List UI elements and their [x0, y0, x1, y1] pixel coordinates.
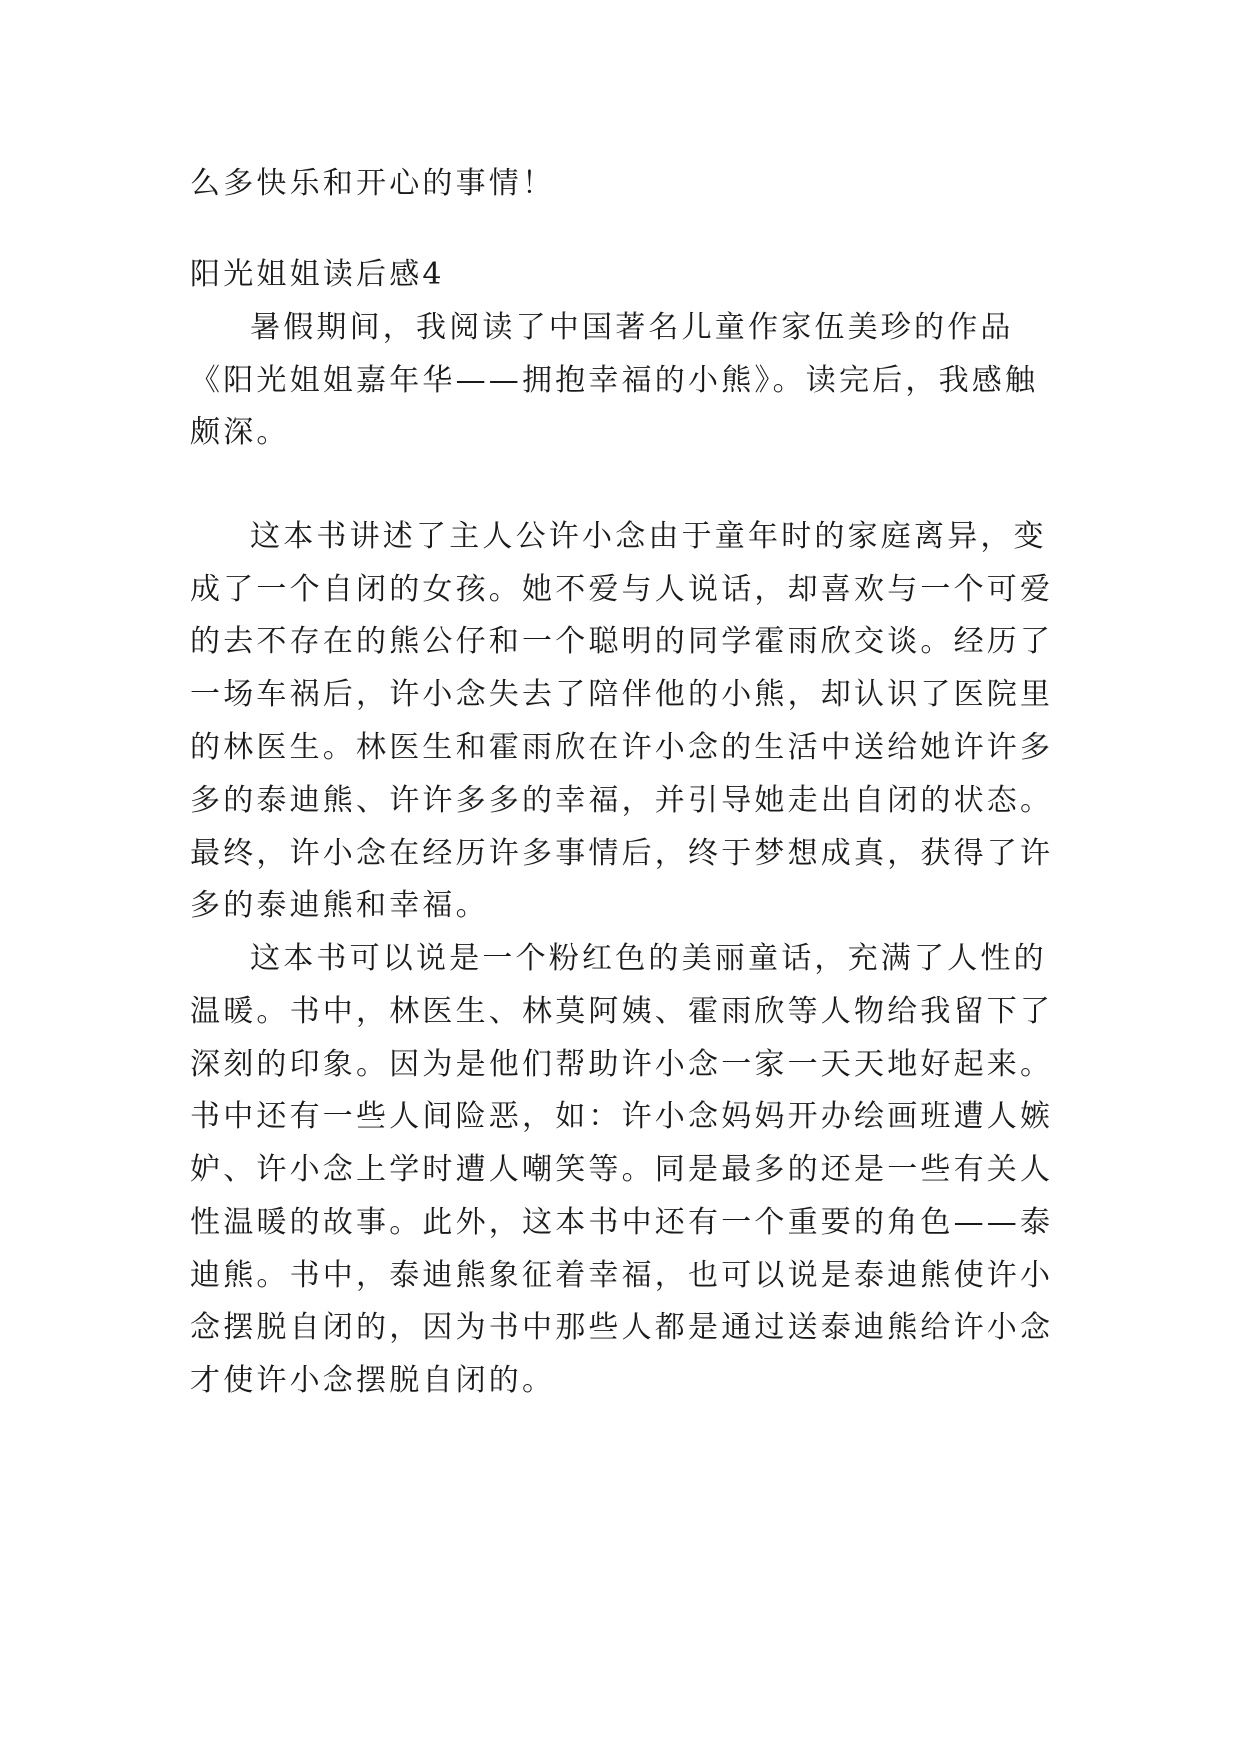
- text-line: 念摆脱自闭的，因为书中那些人都是通过送泰迪熊给许小念: [190, 1310, 1054, 1345]
- text-line: 妒、许小念上学时遭人嘲笑等。同是最多的还是一些有关人: [190, 1152, 1054, 1187]
- text-line: 书中还有一些人间险恶，如：许小念妈妈开办绘画班遭人嫉: [190, 1099, 1054, 1134]
- text-line-continuation: 么多快乐和开心的事情！: [190, 166, 556, 201]
- text-line: 最终，许小念在经历许多事情后，终于梦想成真，获得了许: [190, 836, 1054, 871]
- text-line: 颇深。: [190, 415, 290, 450]
- text-line: 多的泰迪熊和幸福。: [190, 888, 489, 923]
- text-line: 《阳光姐姐嘉年华——拥抱幸福的小熊》。读完后，我感触: [190, 363, 1039, 398]
- text-line: 性温暖的故事。此外，这本书中还有一个重要的角色——泰: [190, 1205, 1054, 1240]
- text-line: 这本书讲述了主人公许小念由于童年时的家庭离异，变: [250, 519, 1047, 554]
- text-line: 才使许小念摆脱自闭的。: [190, 1363, 556, 1398]
- section-heading: 阳光姐姐读后感4: [190, 257, 445, 292]
- text-line: 一场车祸后，许小念失去了陪伴他的小熊，却认识了医院里: [190, 677, 1054, 712]
- text-line: 迪熊。书中，泰迪熊象征着幸福，也可以说是泰迪熊使许小: [190, 1258, 1054, 1293]
- text-line: 多的泰迪熊、许许多多的幸福，并引导她走出自闭的状态。: [190, 783, 1054, 818]
- text-line: 的去不存在的熊公仔和一个聪明的同学霍雨欣交谈。经历了: [190, 624, 1054, 659]
- text-line: 成了一个自闭的女孩。她不爱与人说话，却喜欢与一个可爱: [190, 572, 1054, 607]
- text-line: 温暖。书中，林医生、林莫阿姨、霍雨欣等人物给我留下了: [190, 994, 1054, 1029]
- text-line: 的林医生。林医生和霍雨欣在许小念的生活中送给她许许多: [190, 730, 1054, 765]
- text-line: 这本书可以说是一个粉红色的美丽童话，充满了人性的: [250, 941, 1047, 976]
- text-line: 暑假期间，我阅读了中国著名儿童作家伍美珍的作品: [250, 310, 1014, 345]
- text-line: 深刻的印象。因为是他们帮助许小念一家一天天地好起来。: [190, 1047, 1054, 1082]
